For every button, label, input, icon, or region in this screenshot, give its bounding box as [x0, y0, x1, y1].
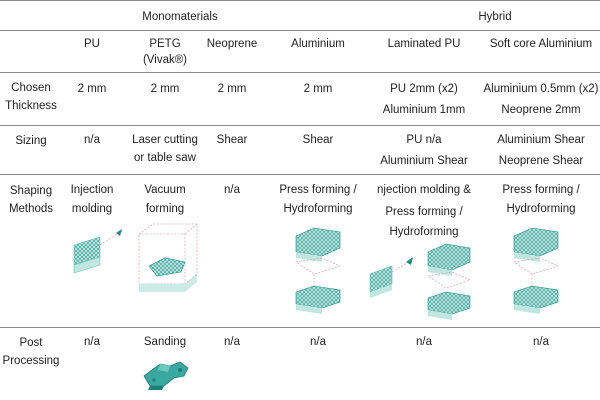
- group-header-hybrid: Hybrid: [478, 11, 512, 23]
- sanding-illustration: [140, 354, 192, 392]
- column-header-neoprene: Neoprene: [206, 38, 258, 50]
- row-label-post-line1: Post: [19, 337, 43, 349]
- row-label-sizing: Sizing: [15, 135, 47, 147]
- post-neoprene: n/a: [224, 336, 240, 348]
- column-header-laminated-pu: Laminated PU: [387, 38, 461, 50]
- post-laminated: n/a: [416, 336, 432, 348]
- rule-after-thickness: [0, 125, 600, 126]
- sizing-petg-line2: or table saw: [133, 152, 196, 164]
- thickness-neoprene: 2 mm: [217, 83, 247, 95]
- sizing-laminated-line1: PU n/a: [406, 134, 442, 146]
- rule-after-shaping: [0, 327, 600, 328]
- sizing-neoprene: Shear: [216, 134, 248, 146]
- column-header-soft-core-aluminium: Soft core Aluminium: [489, 38, 593, 50]
- rule-after-sizing: [0, 174, 600, 175]
- press-forming-illustration-laminated: [424, 240, 474, 320]
- sizing-petg-line1: Laser cutting: [132, 134, 198, 146]
- row-label-thickness-line1: Chosen: [11, 82, 51, 94]
- shaping-petg-line1: Vacuum: [144, 184, 186, 196]
- shaping-pu-line2: molding: [71, 203, 113, 215]
- sizing-pu: n/a: [84, 134, 100, 146]
- column-header-petg-brand: (Vivak®): [142, 54, 188, 66]
- post-pu: n/a: [84, 336, 100, 348]
- shaping-laminated-line2: Press forming /: [385, 206, 463, 218]
- shaping-aluminium-line1: Press forming /: [279, 184, 357, 196]
- post-petg: Sanding: [143, 336, 187, 348]
- thickness-softcore-line1: Aluminium 0.5mm (x2): [483, 83, 599, 95]
- post-aluminium: n/a: [310, 336, 326, 348]
- row-label-thickness-line2: Thickness: [5, 100, 57, 112]
- rule-after-header: [0, 72, 600, 73]
- sizing-softcore-line2: Neoprene Shear: [498, 155, 584, 167]
- shaping-pu-line1: Injection: [70, 184, 114, 196]
- row-label-shaping-line1: Shaping: [9, 185, 53, 197]
- press-forming-illustration-aluminium: [290, 222, 348, 316]
- shaping-neoprene: n/a: [224, 184, 240, 196]
- post-softcore: n/a: [533, 336, 549, 348]
- sizing-laminated-line2: Aluminium Shear: [380, 155, 468, 167]
- thickness-laminated-line2: Aluminium 1mm: [382, 104, 466, 116]
- thickness-pu: 2 mm: [77, 83, 107, 95]
- rule-top: [0, 0, 600, 1]
- thickness-petg: 2 mm: [150, 83, 180, 95]
- shaping-softcore-line2: Hydroforming: [506, 203, 576, 215]
- row-label-shaping-line2: Methods: [8, 203, 54, 215]
- vacuum-forming-illustration: [135, 222, 203, 294]
- shaping-aluminium-line2: Hydroforming: [283, 203, 353, 215]
- shaping-laminated-line3: Hydroforming: [389, 226, 459, 238]
- injection-molding-illustration-laminated: [368, 254, 418, 298]
- press-forming-illustration-softcore: [508, 222, 566, 316]
- shaping-softcore-line1: Press forming /: [502, 184, 580, 196]
- thickness-aluminium: 2 mm: [303, 83, 333, 95]
- injection-molding-illustration: [70, 225, 130, 275]
- thickness-softcore-line2: Neoprene 2mm: [501, 104, 581, 116]
- rule-after-group: [0, 30, 600, 31]
- shaping-petg-line2: forming: [145, 203, 185, 215]
- thickness-laminated-line1: PU 2mm (x2): [390, 83, 458, 95]
- column-header-aluminium: Aluminium: [291, 38, 345, 50]
- group-header-monomaterials: Monomaterials: [142, 11, 218, 23]
- sizing-softcore-line1: Aluminium Shear: [497, 134, 585, 146]
- row-label-post-line2: Processing: [2, 355, 60, 367]
- column-header-petg: PETG: [149, 38, 181, 50]
- sizing-aluminium: Shear: [302, 134, 334, 146]
- shaping-laminated-line1: njection molding &: [377, 184, 471, 196]
- column-header-pu: PU: [84, 38, 100, 50]
